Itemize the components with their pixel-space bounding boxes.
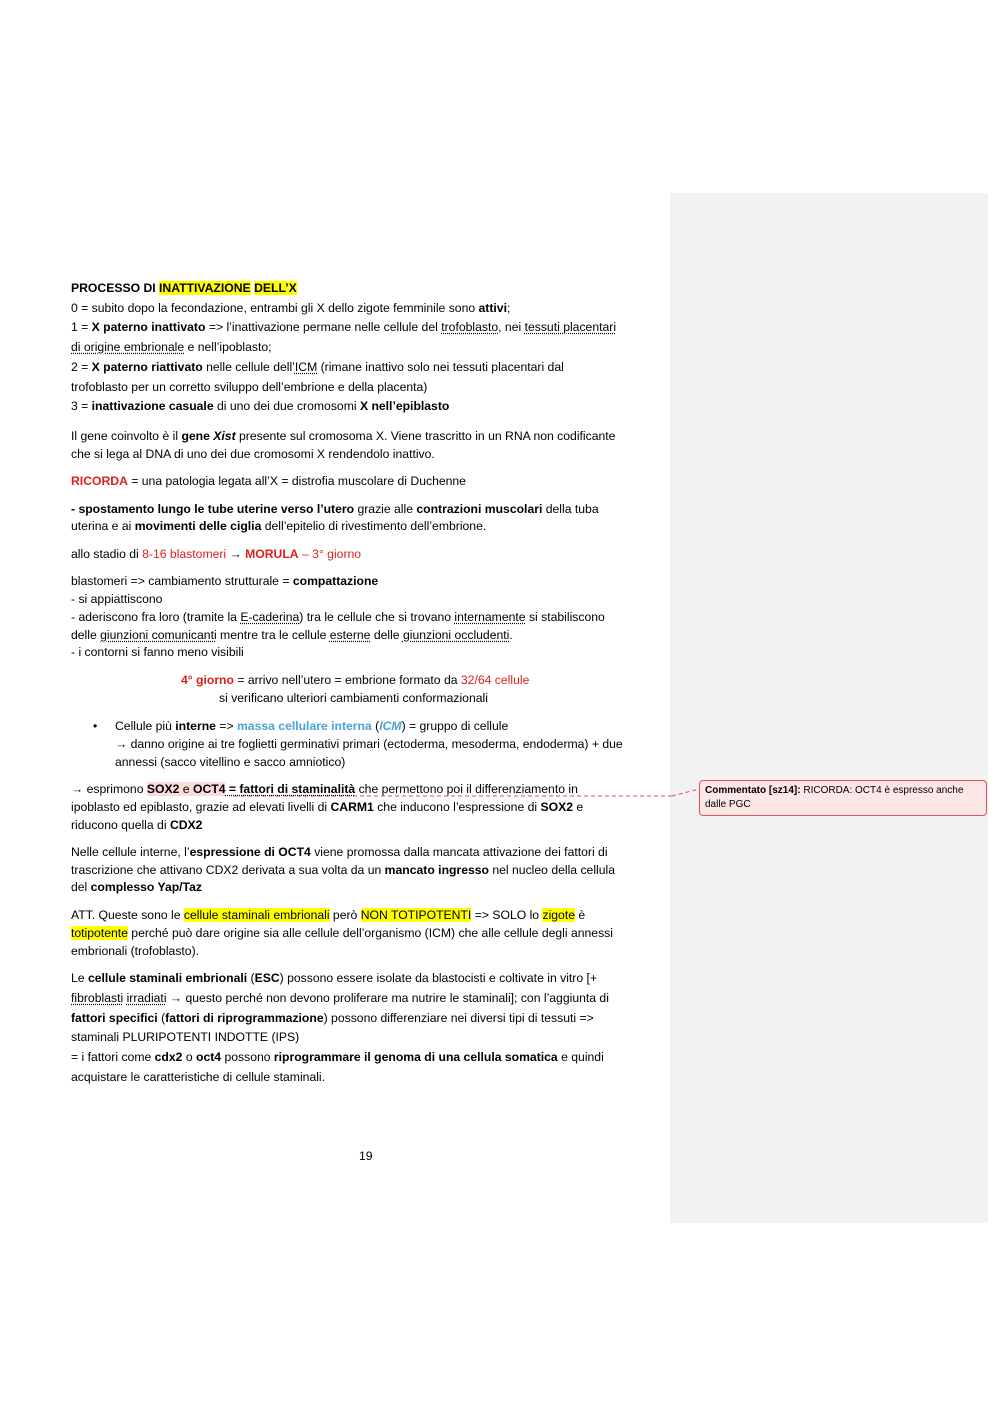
oct4-line-3: del complesso Yap/Taz [71, 880, 202, 894]
oct4-line-2: trascrizione che attivano CDX2 derivata a sua volta da un mancato ingresso nel nucleo della cellula [71, 863, 616, 877]
xist-line-1: Il gene coinvolto è il gene Xist presente sul cromosoma X. Viene trascritto in un RNA non codificante [71, 429, 616, 443]
giorno4-line-2: si verificano ulteriori cambiamenti conformazionali [219, 691, 488, 705]
compattazione-line-3: - aderiscono fra loro (tramite la E-caderina) tra le cellule che si trovano internamente si stabiliscono [71, 610, 605, 624]
esc-line-6: acquistare le caratteristiche di cellule staminali. [71, 1070, 326, 1084]
oct4-line-1: Nelle cellule interne, l’espressione di OCT4 viene promossa dalla mancata attivazione dei fattori di [71, 845, 608, 859]
ricorda-line: RICORDA = una patologia legata all’X = distrofia muscolare di Duchenne [71, 474, 466, 488]
morula-line: allo stadio di 8-16 blastomeri → MORULA – 3° giorno [71, 547, 362, 561]
compattazione-line-4: delle giunzioni comunicanti mentre tra le cellule esterne delle giunzioni occludenti. [71, 628, 513, 642]
comment-balloon[interactable] [699, 780, 987, 816]
esprimono-line-1: → esprimono SOX2 e OCT4 = fattori di staminalità che permettono poi il differenziamento in [71, 782, 578, 796]
esc-line-3: fattori specifici (fattori di riprogrammazione) possono differenziare nei diversi tipi di tessuti => [71, 1011, 594, 1025]
esc-line-2: fibroblasti irradiati → questo perché non devono proliferare ma nutrire le staminali]; con l’aggiunta di [71, 991, 609, 1005]
page-number: 19 [359, 1149, 373, 1163]
stage-1-cont: di origine embrionale e nell’ipoblasto; [71, 340, 272, 354]
att-line-3: embrionali (trofoblasto). [71, 944, 200, 958]
att-line-1: ATT. Queste sono le cellule staminali embrionali però NON TOTIPOTENTI => SOLO lo zigote è [71, 908, 586, 922]
esc-line-4: staminali PLURIPOTENTI INDOTTE (IPS) [71, 1030, 300, 1044]
bullet-dot: • [93, 719, 98, 733]
stage-2-cont: trofoblasto per un corretto sviluppo dell’embrione e della placenta) [71, 380, 428, 394]
compattazione-line-5: - i contorni si fanno meno visibili [71, 645, 244, 659]
bullet-line-1: Cellule più interne => massa cellulare interna (ICM) = gruppo di cellule [115, 719, 509, 733]
comment-author: Commentato [sz14]: [705, 785, 801, 796]
section-title: PROCESSO DI INATTIVAZIONE DELL’X [71, 281, 297, 295]
bullet-line-3: annessi (sacco vitellino e sacco amniotico) [115, 755, 346, 769]
xist-line-2: che si lega al DNA di uno dei due cromosomi X rendendolo inattivo. [71, 447, 435, 461]
giorno4-line-1: 4° giorno = arrivo nell’utero = embrione formato da 32/64 cellule [181, 673, 530, 687]
esc-line-1: Le cellule staminali embrionali (ESC) possono essere isolate da blastocisti e coltivate in vitro [+ [71, 971, 598, 985]
esc-line-5: = i fattori come cdx2 o oct4 possono riprogrammare il genoma di una cellula somatica e quindi [71, 1050, 604, 1064]
comment-text: RICORDA: OCT4 è espresso anche dalle PGC [705, 785, 964, 810]
spostamento-line-2: uterina e ai movimenti delle ciglia dell’epitelio di rivestimento dell’embrione. [71, 519, 487, 533]
bullet-line-2: → danno origine ai tre foglietti germinativi primari (ectoderma, mesoderma, endoderma) + due [115, 737, 623, 751]
compattazione-line-1: blastomeri => cambiamento strutturale = compattazione [71, 574, 379, 588]
esprimono-line-3: riducono quella di CDX2 [71, 818, 203, 832]
compattazione-line-2: - si appiattiscono [71, 592, 163, 606]
esprimono-line-2: ipoblasto ed epiblasto, grazie ad elevati livelli di CARM1 che inducono l’espressione di SOX2 e [71, 800, 584, 814]
spostamento-line-1: - spostamento lungo le tube uterine verso l’utero grazie alle contrazioni muscolari della tuba [71, 502, 599, 516]
stage-0: 0 = subito dopo la fecondazione, entrambi gli X dello zigote femminile sono attivi; [71, 301, 511, 315]
stage-3: 3 = inattivazione casuale di uno dei due cromosomi X nell’epiblasto [71, 399, 450, 413]
comment-margin-pane [670, 193, 988, 1223]
att-line-2: totipotente perché può dare origine sia alle cellule dell’organismo (ICM) che alle cellule degli annessi [71, 926, 613, 940]
stage-2: 2 = X paterno riattivato nelle cellule dell’ICM (rimane inattivo solo nei tessuti placentari dal [71, 360, 564, 374]
stage-1: 1 = X paterno inattivato => l’inattivazione permane nelle cellule del trofoblasto, nei tessuti placentari [71, 320, 617, 334]
